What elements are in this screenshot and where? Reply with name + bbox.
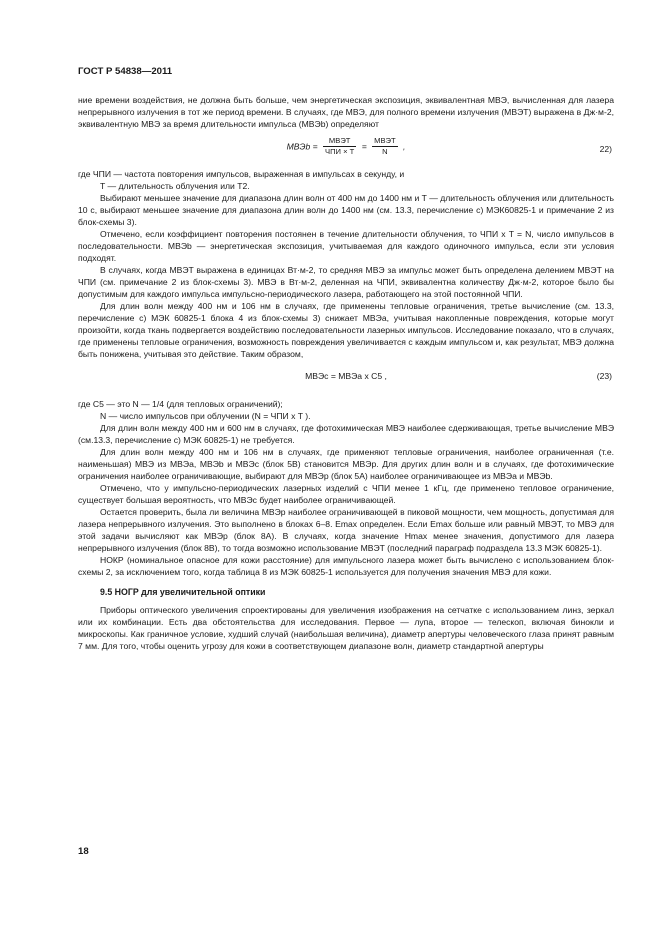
- paragraph: где C5 — это N — 1/4 (для тепловых ограничений);: [78, 399, 283, 409]
- paragraph: Приборы оптического увеличения спроектированы для увеличения изображения на сетчатке с использованием линз, зеркал или их комбинации. Есть два обстоятельства для исследования. Первое — лупа, второе — телескоп, включая бинокли и микроскопы. Как граничное условие, худший случай (наибольшая величина), диаметр апертуры человеческого глаза принят равным 7 мм. Для того, чтобы оценить угрозу для кожи в соответствующем диапазоне волн, диаметр стандартной апертуры: [78, 605, 614, 651]
- fraction-denominator: ЧПИ × T: [325, 147, 355, 156]
- paragraph: НОКР (номинальное опасное для кожи расстояние) для импульсного лазера может быть вычислено с использованием блок-схемы 2, за исключением того, когда таблица 8 из МЭК 60825-1 используется для получения значения МВЭ для кожи.: [78, 555, 614, 577]
- document-header: ГОСТ Р 54838—2011: [78, 66, 173, 77]
- fraction-numerator: МВЭT: [323, 136, 356, 147]
- paragraph: В случаях, когда МВЭT выражена в единицах Вт·м-2, то средняя МВЭ за импульс может быть определена делением МВЭT на ЧПИ (см. примечание 2 из блок-схемы 3). МВЭ в Вт·м-2, деленная на ЧПИ, эквивалентна количеству Дж·м-2, которое было бы допустимым для каждого импульса импульсно-периодического лазера, работающего на этой постоянной ЧПИ.: [78, 265, 614, 299]
- equation-comma: ,: [403, 141, 406, 152]
- document-body: [78, 94, 614, 652]
- equation-number: (23): [596, 371, 612, 381]
- paragraph: T — длительность облучения или T2.: [100, 181, 250, 191]
- paragraph: Отмечено, если коэффициент повторения постоянен в течение длительности облучения, то ЧПИ х T = N, число импульсов в последовательности. МВЭb — энергетическая экспозиция, учитываемая для каждого одиночного импульса, если эти условия подходят.: [78, 229, 614, 263]
- paragraph: Для длин волн между 400 нм и 600 нм в случаях, где фотохимическая МВЭ наиболее сдерживающая, третье вычисление МВЭ (см.13.3, перечисление с) МЭК 60825-1) не требуется.: [78, 423, 614, 445]
- paragraph: Для длин волн между 400 нм и 106 нм в случаях, где применяют тепловые ограничения, наиболее ограниченная (т.е. наименьшая) МВЭ из МВЭa, МВЭb и МВЭc (блок 5B) становится МВЭp. Для других длин волн и в случаях, где фотохимические ограничения наиболее ограничивающие, выбирают для МВЭp (блок 5A) наиболее ограничивающее из МВЭa и МВЭb.: [78, 447, 614, 481]
- paragraph: N — число импульсов при облучении (N = ЧПИ х T ).: [100, 411, 311, 421]
- equals-sign: =: [361, 141, 367, 152]
- equation-number: 22): [599, 144, 612, 154]
- equation-23: [78, 370, 614, 384]
- equation-body: МВЭc = МВЭa х C5 ,: [305, 371, 387, 381]
- paragraph: Выбирают меньшее значение для диапазона длин волн от 400 нм до 1400 нм и T — длительность облучения или длительность 10 с, выбирают меньшее значение для диапазона длин волн до 1400 нм (см. 13.3, перечисление с) МЭК60825-1 и примечание 2 из блок-схемы 3).: [78, 193, 614, 227]
- paragraph: Остается проверить, была ли величина МВЭp наиболее ограничивающей в пиковой мощности, чем мощность, допустимая для лазера непрерывного излучения. Это выполнено в блоках 6–8. Emax определен. Если Emax больше или равный МВЭT, то МВЭ для этой задачи вычисляют как МВЭp (блок 8A). В случаях, когда значение Hmax менее значения, допустимого для лазера непрерывного излучения (блок 8B), то тогда возможно использование МВЭT (последний параграф подраздела 13.3 МЭК 60825-1).: [78, 507, 614, 553]
- equation-lhs: МВЭb =: [286, 141, 318, 152]
- equation-22: [78, 136, 614, 162]
- fraction-denominator: N: [382, 147, 388, 156]
- paragraph: Отмечено, что у импульсно-периодических лазерных изделий с ЧПИ менее 1 кГц, где применено тепловое ограничение, существует большая вероятность, что МВЭc будет наиболее ограничивающей.: [78, 483, 614, 505]
- section-heading: 9.5 НОГР для увеличительной оптики: [100, 587, 266, 597]
- paragraph: ние времени воздействия, не должна быть больше, чем энергетическая экспозиция, эквивалентная МВЭ, вычисленная для лазера непрерывного излучения в тот же период времени. В случаях, где МВЭ, для полного времени излучения (МВЭT) выражена в Дж·м-2, эквивалентную МВЭ за время длительности импульса (МВЭb) определяют: [78, 95, 614, 129]
- equation-body: [78, 136, 614, 157]
- paragraph: Для длин волн между 400 нм и 106 нм в случаях, где применены тепловые ограничения, третье вычисление (см. 13.3, перечисление с) МЭК 60825-1 блока 4 из блок-схемы 3) снижает МВЭa, учитывая накопленные повреждения, которые могут произойти, когда ткань подвергается воздействию последовательности лазерных импульсов. Исследование показало, что в случаях, где применены тепловые ограничения, возможность повреждения увеличивается с каждым импульсом и, как результат, МВЭ должна быть понижена, учитывая это действие. Таким образом,: [78, 301, 614, 359]
- paragraph: где ЧПИ — частота повторения импульсов, выраженная в импульсах в секунду, и: [78, 169, 405, 179]
- fraction: [323, 136, 356, 157]
- page-number: 18: [78, 846, 89, 857]
- fraction-numerator: МВЭT: [374, 136, 396, 145]
- fraction: [372, 136, 398, 157]
